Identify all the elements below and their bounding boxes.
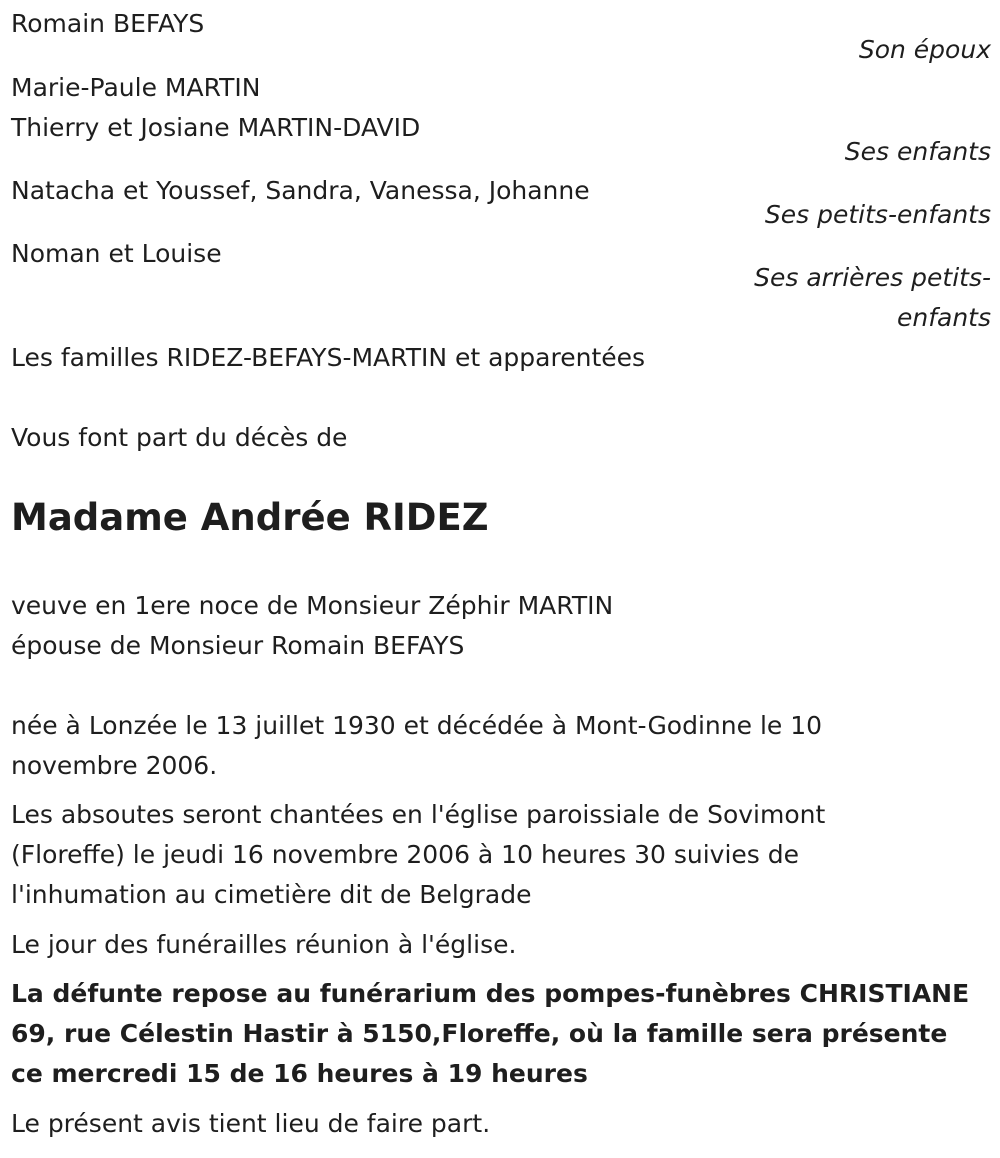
spouse-name: Romain BEFAYS bbox=[11, 9, 205, 38]
deceased-name: Madame Andrée RIDEZ bbox=[11, 496, 489, 539]
grandchildren-names: Natacha et Youssef, Sandra, Vanessa, Johanne bbox=[11, 176, 590, 205]
deceased-relation-2: épouse de Monsieur Romain BEFAYS bbox=[11, 631, 465, 660]
grandchildren-role: Ses petits-enfants bbox=[764, 200, 991, 229]
ceremony-paragraph: Les absoutes seront chantées en l'église paroissiale de Sovimont (Floreffe) le jeudi 16 novembre 2006 à 10 heures 30 suivies de l'inhumation au cimetière dit de Belgrade bbox=[11, 800, 826, 909]
child-name-1: Marie-Paule MARTIN bbox=[11, 73, 261, 102]
grandchildren-section bbox=[11, 171, 991, 241]
birth-death-paragraph: née à Lonzée le 13 juillet 1930 et décédée à Mont-Godinne le 10 novembre 2006. bbox=[11, 711, 823, 780]
children-section bbox=[11, 68, 991, 178]
child-name-2: Thierry et Josiane MARTIN-DAVID bbox=[11, 113, 421, 142]
deceased-relation-1: veuve en 1ere noce de Monsieur Zéphir MARTIN bbox=[11, 591, 614, 620]
great-grandchildren-role-line1: Ses arrières petits- bbox=[754, 263, 991, 292]
families-line: Les familles RIDEZ-BEFAYS-MARTIN et apparentées bbox=[11, 343, 646, 372]
great-grandchildren-names: Noman et Louise bbox=[11, 239, 222, 268]
announcement-line: Vous font part du décès de bbox=[11, 423, 348, 452]
reunion-paragraph: Le jour des funérailles réunion à l'église. bbox=[11, 930, 517, 959]
repose-paragraph: La défunte repose au funérarium des pompes-funèbres CHRISTIANE 69, rue Célestin Hastir à 5150,Floreffe, où la famille sera présente ce mercredi 15 de 16 heures à 19 heures bbox=[11, 979, 970, 1088]
great-grandchildren-section bbox=[11, 234, 991, 344]
great-grandchildren-role-line2: enfants bbox=[896, 303, 991, 332]
spouse-role: Son époux bbox=[858, 35, 991, 64]
children-role: Ses enfants bbox=[844, 137, 991, 166]
closing-paragraph: Le présent avis tient lieu de faire part. bbox=[11, 1109, 491, 1138]
